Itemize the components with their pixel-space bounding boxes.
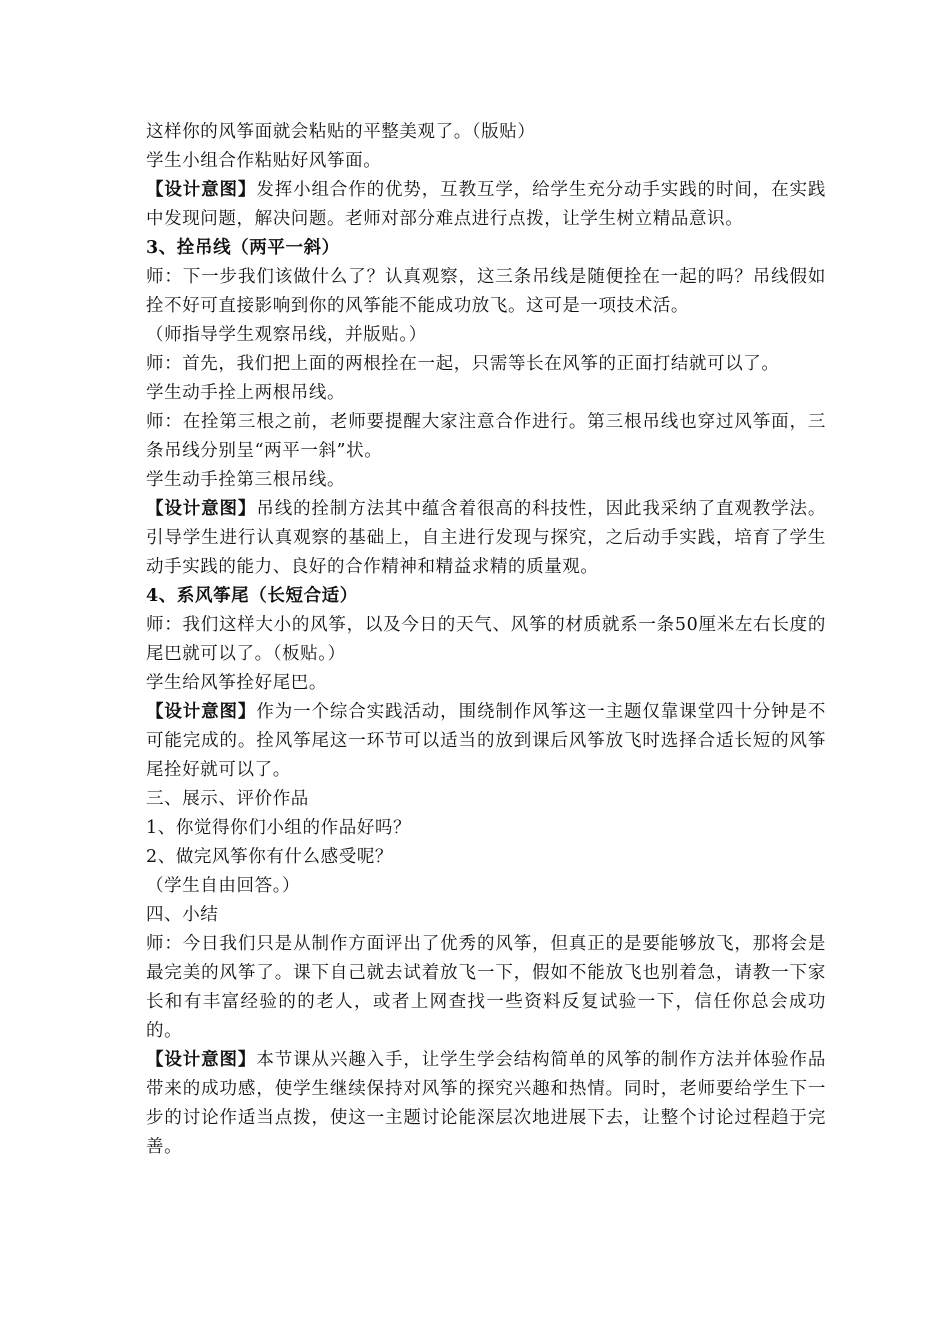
paragraph-text: 发挥小组合作的优势，互教互学，给学生充分动手实践的时间，在实践中发现问题，解决问题。老师对部分难点进行点拨，让学生树立精品意识。: [146, 180, 826, 229]
paragraph-text: 作为一个综合实践活动，围绕制作风筝这一主题仅靠课堂四十分钟是不可能完成的。拴风筝尾这一环节可以适当的放到课后风筝放飞时选择合适长短的风筝尾拴好就可以了。: [146, 702, 826, 780]
paragraph-text: 学生动手拴第三根吊线。: [146, 470, 346, 490]
design-intent-paragraph: [146, 1046, 826, 1162]
paragraph-text: 师：首先，我们把上面的两根拴在一起，只需等长在风筝的正面打结就可以了。: [146, 354, 780, 374]
paragraph-text: 师：下一步我们该做什么了？认真观察，这三条吊线是随便拴在一起的吗？吊线假如拴不好可直接影响到你的风筝能不能成功放飞。这可是一项技术活。: [146, 267, 826, 316]
paragraph-text: （学生自由回答。）: [146, 876, 301, 896]
paragraph: [146, 843, 826, 872]
paragraph-text: 师：我们这样大小的风筝，以及今日的天气、风筝的材质就系一条50厘米左右长度的尾巴就可以了。（板贴。）: [146, 615, 826, 664]
paragraph: [146, 901, 826, 930]
paragraph: [146, 611, 826, 669]
paragraph-text: 师：在拴第三根之前，老师要提醒大家注意合作进行。第三根吊线也穿过风筝面，三条吊线分别呈“两平一斜”状。: [146, 412, 826, 461]
paragraph-text: 师：今日我们只是从制作方面评出了优秀的风筝，但真正的是要能够放飞，那将会是最完美的风筝了。课下自己就去试着放飞一下，假如不能放飞也别着急，请教一下家长和有丰富经验的的老人，或者上网查找一些资料反复试验一下，信任你总会成功的。: [146, 934, 826, 1041]
section-heading: [146, 582, 826, 611]
paragraph: [146, 379, 826, 408]
paragraph-text: 学生小组合作粘贴好风筝面。: [146, 151, 382, 171]
paragraph-text: 这样你的风筝面就会粘贴的平整美观了。（版贴）: [146, 122, 536, 142]
paragraph: [146, 814, 826, 843]
paragraph: [146, 350, 826, 379]
document-body: [146, 118, 826, 1162]
paragraph-text: 1、你觉得你们小组的作品好吗？: [146, 818, 412, 838]
paragraph-text: 四、小结: [146, 905, 219, 925]
paragraph: [146, 466, 826, 495]
paragraph-text: 本节课从兴趣入手，让学生学会结构简单的风筝的制作方法并体验作品带来的成功感，使学生继续保持对风筝的探究兴趣和热情。同时，老师要给学生下一步的讨论作适当点拨，使这一主题讨论能深层次地进展下去，让整个讨论过程趋于完善。: [146, 1050, 826, 1157]
paragraph-text: （师指导学生观察吊线，并版贴。）: [146, 325, 427, 345]
paragraph-text: 吊线的拴制方法其中蕴含着很高的科技性，因此我采纳了直观教学法。引导学生进行认真观察的基础上，自主进行发现与探究，之后动手实践，培育了学生动手实践的能力、良好的合作精神和精益求精的质量观。: [146, 499, 826, 577]
paragraph: [146, 321, 826, 350]
section-heading-text: 3、拴吊线（两平一斜）: [146, 238, 340, 258]
paragraph-text: 2、做完风筝你有什么感受呢？: [146, 847, 394, 867]
section-heading: [146, 234, 826, 263]
design-intent-label: 【设计意图】: [146, 1050, 257, 1070]
design-intent-paragraph: [146, 176, 826, 234]
paragraph: [146, 408, 826, 466]
paragraph: [146, 930, 826, 1046]
paragraph: [146, 118, 826, 147]
paragraph: [146, 147, 826, 176]
paragraph: [146, 669, 826, 698]
paragraph-text: 学生动手拴上两根吊线。: [146, 383, 346, 403]
design-intent-label: 【设计意图】: [146, 499, 257, 519]
design-intent-label: 【设计意图】: [146, 702, 257, 722]
design-intent-paragraph: [146, 698, 826, 785]
paragraph-text: 三、展示、评价作品: [146, 789, 309, 809]
section-heading-text: 4、系风筝尾（长短合适）: [146, 586, 358, 606]
design-intent-paragraph: [146, 495, 826, 582]
paragraph-text: 学生给风筝拴好尾巴。: [146, 673, 327, 693]
design-intent-label: 【设计意图】: [146, 180, 257, 200]
paragraph: [146, 785, 826, 814]
paragraph: [146, 872, 826, 901]
paragraph: [146, 263, 826, 321]
